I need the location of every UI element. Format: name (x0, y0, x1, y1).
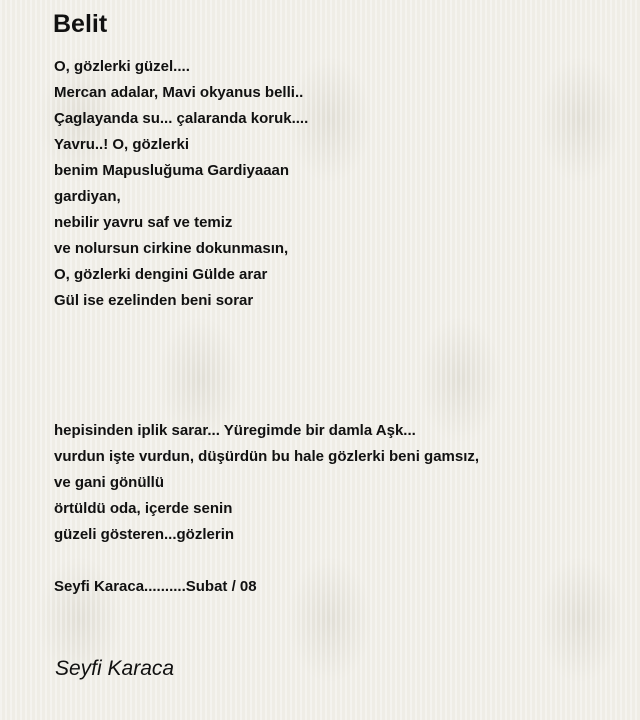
poem-body (54, 54, 624, 600)
poem-line: güzeli gösteren...gözlerin (54, 526, 235, 543)
poem-line: ve nolursun cirkine dokunmasın, (54, 240, 289, 257)
poem-line: gardiyan, (54, 188, 121, 205)
stanza-gap (54, 314, 624, 418)
poem-line: Mercan adalar, Mavi okyanus belli.. (54, 84, 304, 101)
poem-line: Yavru..! O, gözlerki (54, 136, 190, 153)
poem-line: Çaglayanda su... çalaranda koruk.... (54, 110, 309, 127)
poem-line: hepisinden iplik sarar... Yüregimde bir damla Aşk... (54, 422, 416, 439)
poem-line: benim Mapusluğuma Gardiyaaan (54, 162, 290, 179)
poem-line: nebilir yavru saf ve temiz (54, 214, 233, 231)
poem-title: Belit (53, 10, 108, 38)
poem-line: Gül ise ezelinden beni sorar (54, 292, 254, 309)
poem-line: O, gözlerki güzel.... (54, 58, 190, 75)
poem-line: vurdun işte vurdun, düşürdün bu hale gözlerki beni gamsız, (54, 448, 480, 465)
author-name: Seyfi Karaca (55, 657, 175, 680)
poem-line: ve gani gönüllü (54, 474, 165, 491)
poem-line: örtüldü oda, içerde senin (54, 500, 233, 517)
signature-line: Seyfi Karaca..........Subat / 08 (54, 578, 257, 595)
poem-line: O, gözlerki dengini Gülde arar (54, 266, 268, 283)
signature-gap (54, 548, 624, 574)
